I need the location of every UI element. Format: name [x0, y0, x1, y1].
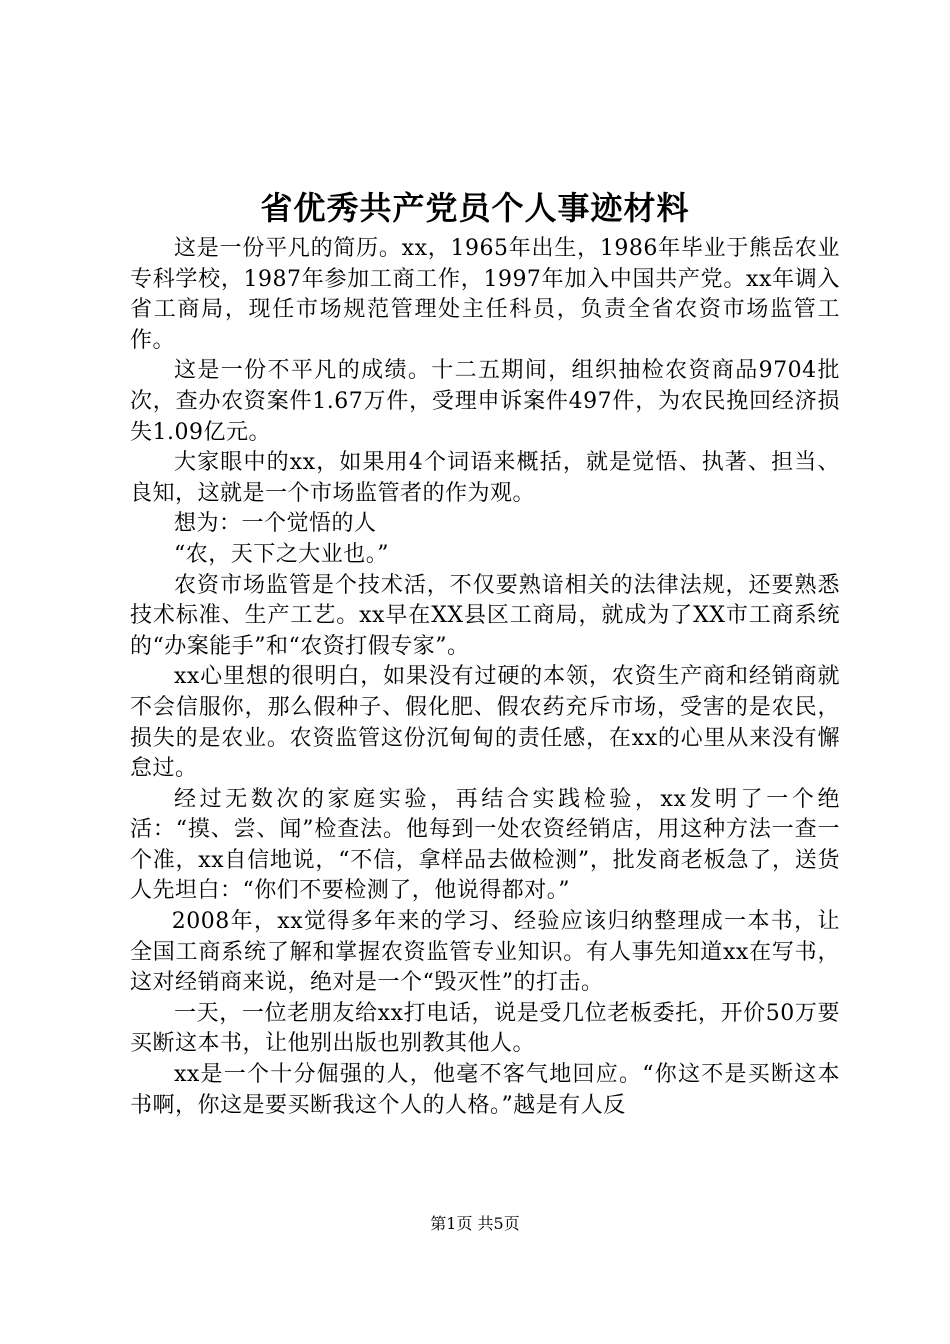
- page-indicator: 第1页 共5页: [430, 1214, 520, 1233]
- document-title: 省优秀共产党员个人事迹材料: [260, 189, 690, 227]
- paragraph: 一天，一位老朋友给xx打电话，说是受几位老板委托，开价50万要买断这本书，让他别出版也别教其他人。: [130, 1000, 840, 1057]
- quote-line: “农，天下之大业也。”: [174, 541, 389, 567]
- section-heading: 想为：一个觉悟的人: [174, 511, 377, 537]
- document-body: [130, 234, 840, 1121]
- paragraph: 大家眼中的xx，如果用4个词语来概括，就是觉悟、执著、担当、良知，这就是一个市场监管者的作为观。: [130, 450, 840, 506]
- paragraph: 这是一份平凡的简历。xx，1965年出生，1986年毕业于熊岳农业专科学校，1987年参加工商工作，1997年加入中国共产党。xx年调入省工商局，现任市场规范管理处主任科员，负责全省农资市场监管工作。: [130, 236, 840, 353]
- paragraph: 这是一份不平凡的成绩。十二五期间，组织抽检农资商品9704批次，查办农资案件1.67万件，受理申诉案件497件，为农民挽回经济损失1.09亿元。: [130, 358, 840, 445]
- paragraph: xx是一个十分倔强的人，他毫不客气地回应。“你这不是买断这本书啊，你这是要买断我这个人的人格。”越是有人反: [130, 1062, 840, 1118]
- paragraph: 经过无数次的家庭实验，再结合实践检验，xx发明了一个绝活：“摸、尝、闻”检查法。他每到一处农资经销店，用这种方法一查一个准，xx自信地说，“不信，拿样品去做检测”，批发商老板急了，送货人先坦白：“你们不要检测了，他说得都对。”: [130, 786, 840, 904]
- paragraph: 2008年，xx觉得多年来的学习、经验应该归纳整理成一本书，让全国工商系统了解和掌握农资监管专业知识。有人事先知道xx在写书，这对经销商来说，绝对是一个“毁灭性”的打击。: [130, 909, 840, 996]
- paragraph: 农资市场监管是个技术活，不仅要熟谙相关的法律法规，还要熟悉技术标准、生产工艺。xx早在XX县区工商局，就成为了XX市工商系统的“办案能手”和“农资打假专家”。: [130, 572, 840, 659]
- paragraph: xx心里想的很明白，如果没有过硬的本领，农资生产商和经销商就不会信服你，那么假种子、假化肥、假农药充斥市场，受害的是农民，损失的是农业。农资监管这份沉甸甸的责任感，在xx的心里从来没有懈怠过。: [130, 664, 840, 782]
